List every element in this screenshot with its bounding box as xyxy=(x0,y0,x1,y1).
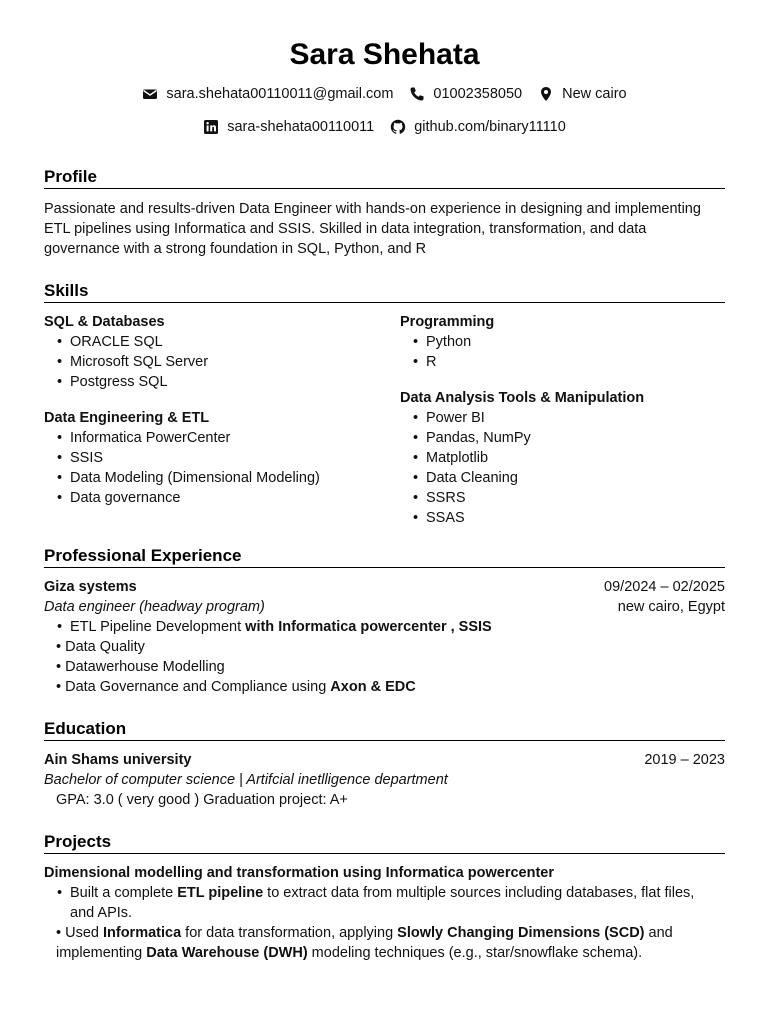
skill-group-title: Programming xyxy=(400,314,495,330)
bullet-text: and xyxy=(644,925,673,941)
github-text: github.com/binary11110 xyxy=(414,119,566,135)
phone-icon xyxy=(409,86,425,102)
skill-item: • Python xyxy=(400,332,725,352)
skill-group xyxy=(400,312,725,372)
profile-section xyxy=(44,167,725,259)
projects-section xyxy=(44,832,725,963)
skills-section xyxy=(44,281,725,540)
school-name: Ain Shams university xyxy=(44,752,192,768)
skill-item: • SSRS xyxy=(400,488,725,508)
skills-grid xyxy=(44,312,725,540)
experience-bullet xyxy=(44,677,725,697)
skill-item: • Informatica PowerCenter xyxy=(44,428,400,448)
linkedin-icon xyxy=(203,119,219,135)
phone-text: 01002358050 xyxy=(433,86,523,102)
skill-item: • Postgress SQL xyxy=(44,372,400,392)
skill-item: • Data governance xyxy=(44,488,400,508)
section-title-education: Education xyxy=(44,719,725,741)
envelope-icon xyxy=(142,86,158,102)
contact-linkedin[interactable] xyxy=(203,119,374,135)
skill-item: • Pandas, NumPy xyxy=(400,428,725,448)
experience-subheader xyxy=(44,597,725,617)
bullet-text-bold: Data Warehouse (DWH) xyxy=(146,945,308,961)
contact-row-primary xyxy=(44,84,725,104)
experience-bullet xyxy=(44,617,725,637)
contact-github[interactable] xyxy=(390,119,566,135)
skill-item: • Microsoft SQL Server xyxy=(44,352,400,372)
bullet-text: implementing xyxy=(56,945,147,961)
gpa: GPA: 3.0 ( very good ) Graduation project: A+ xyxy=(56,792,348,808)
section-title-projects: Projects xyxy=(44,832,725,854)
bullet-text: to extract data from multiple sources including databases, flat files, xyxy=(263,885,695,901)
experience-bullet: • Data Quality xyxy=(56,639,145,655)
bullet-text: • Used xyxy=(56,925,103,941)
skill-group-title: Data Analysis Tools & Manipulation xyxy=(400,390,645,406)
skill-item: • Power BI xyxy=(400,408,725,428)
bullet-text-bold: Slowly Changing Dimensions (SCD) xyxy=(397,925,645,941)
bullet-text: ETL Pipeline Development xyxy=(70,619,246,635)
bullet-text-bold: with Informatica powercenter , SSIS xyxy=(245,619,492,635)
linkedin-text: sara-shehata00110011 xyxy=(227,119,375,135)
skill-group xyxy=(44,312,400,392)
bullet-text: and APIs. xyxy=(70,905,133,921)
bullet-text: • Data Governance and Compliance using xyxy=(56,679,331,695)
github-icon xyxy=(390,119,406,135)
experience-bullet: • Datawerhouse Modelling xyxy=(56,659,225,675)
skill-item: • SSIS xyxy=(44,448,400,468)
bullet-text-bold: ETL pipeline xyxy=(177,885,264,901)
skill-item: • Data Modeling (Dimensional Modeling) xyxy=(44,468,400,488)
contact-phone[interactable] xyxy=(409,86,522,102)
skill-group xyxy=(44,408,400,508)
experience-location: new cairo, Egypt xyxy=(617,599,725,615)
contact-row-secondary xyxy=(44,117,725,137)
section-title-skills: Skills xyxy=(44,281,725,303)
bullet-text-bold: Axon & EDC xyxy=(330,679,416,695)
skill-item: • ORACLE SQL xyxy=(44,332,400,352)
bullet-text: Built a complete xyxy=(70,885,178,901)
skill-item: • Data Cleaning xyxy=(400,468,725,488)
experience-section xyxy=(44,546,725,697)
skill-group xyxy=(400,388,725,528)
skill-item: • SSAS xyxy=(400,508,725,528)
experience-dates: 09/2024 – 02/2025 xyxy=(604,579,725,595)
project-name: Dimensional modelling and transformation using Informatica powercenter xyxy=(44,865,554,881)
candidate-name: Sara Shehata xyxy=(289,38,480,71)
skill-item: • R xyxy=(400,352,725,372)
bullet-dot: • xyxy=(57,885,63,901)
experience-header xyxy=(44,577,725,597)
job-role: Data engineer (headway program) xyxy=(44,599,265,615)
bullet-text: modeling techniques (e.g., star/snowflake schema). xyxy=(307,945,643,961)
section-title-experience: Professional Experience xyxy=(44,546,725,568)
skill-item: • Matplotlib xyxy=(400,448,725,468)
education-section xyxy=(44,719,725,810)
project-bullet xyxy=(44,883,725,923)
experience-bullets xyxy=(44,617,725,697)
map-pin-icon xyxy=(538,86,554,102)
bullet-text-bold: Informatica xyxy=(102,925,182,941)
location-text: New cairo xyxy=(562,86,627,102)
degree: Bachelor of computer science | Artifcial inetlligence department xyxy=(44,772,448,788)
skill-group-title: SQL & Databases xyxy=(44,314,165,330)
project-bullet xyxy=(44,923,725,963)
skill-group-title: Data Engineering & ETL xyxy=(44,410,210,426)
education-degree-row xyxy=(44,770,725,790)
skills-column-left xyxy=(44,312,400,540)
education-header xyxy=(44,750,725,770)
email-text: sara.shehata00110011@gmail.com xyxy=(166,86,394,102)
skills-column-right xyxy=(400,312,725,540)
resume-page xyxy=(44,36,725,963)
education-dates: 2019 – 2023 xyxy=(644,752,725,768)
contact-location xyxy=(538,86,626,102)
profile-text: Passionate and results-driven Data Engineer with hands-on experience in designing and implementing ETL pipelines using Informatica and SSIS. Skilled in data integration, transformation, and data governance with a strong foundation in SQL, Python, and R xyxy=(44,201,701,257)
bullet-text: for data transformation, applying xyxy=(181,925,398,941)
section-title-profile: Profile xyxy=(44,167,725,189)
contact-email[interactable] xyxy=(142,86,393,102)
company-name: Giza systems xyxy=(44,579,137,595)
